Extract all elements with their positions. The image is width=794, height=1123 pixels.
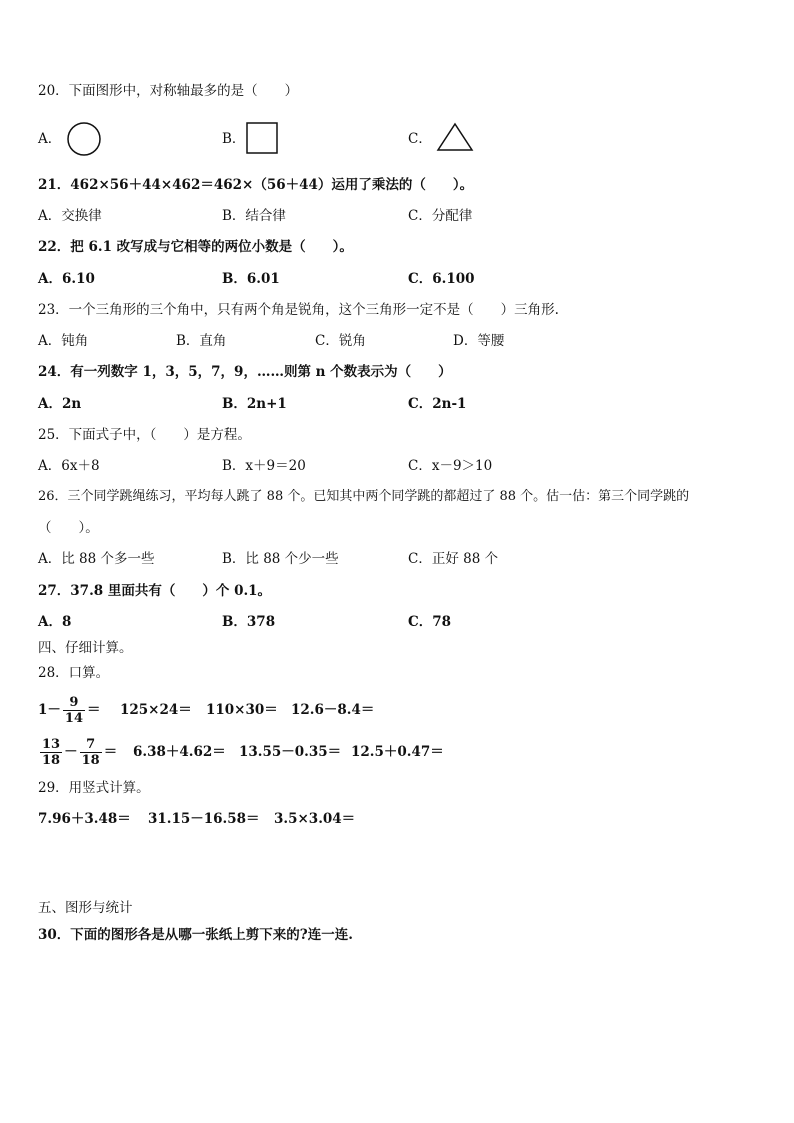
question-28-stem: 28．口算。 — [38, 665, 110, 681]
q28-row1-lead: 1－ — [38, 702, 61, 718]
q24-option-a[interactable]: A．2n — [38, 396, 82, 412]
q21-option-a[interactable]: A．交换律 — [38, 208, 102, 224]
q26-option-b[interactable]: B．比 88 个少一些 — [222, 551, 339, 567]
q29-item-2: 31.15－16.58＝ — [148, 811, 260, 827]
q28-row2-tail: ＝ — [103, 744, 118, 760]
question-21-stem: 21．462×56＋44×462＝462×（56＋44）运用了乘法的（ ）。 — [38, 177, 474, 193]
fraction-numerator: 13 — [42, 737, 61, 752]
fraction-numerator: 7 — [80, 737, 102, 753]
fraction-numerator: 9 — [63, 695, 85, 711]
q20-option-c-label[interactable]: C． — [408, 131, 432, 147]
square-icon[interactable] — [245, 121, 279, 155]
question-24-stem: 24．有一列数字 1，3，5，7，9，……则第 n 个数表示为（ ） — [38, 364, 452, 380]
q22-option-c[interactable]: C．6.100 — [408, 271, 475, 287]
question-29-stem: 29．用竖式计算。 — [38, 780, 150, 796]
q28-row1-item-2: 125×24＝ — [120, 702, 192, 718]
fraction-denominator: 18 — [42, 753, 61, 768]
q28-row2-item-4: 12.5＋0.47＝ — [351, 744, 444, 760]
q28-row1-tail: ＝ — [87, 702, 101, 718]
triangle-icon[interactable] — [436, 122, 474, 152]
q28-row1-item-4: 12.6－8.4＝ — [291, 702, 375, 718]
q29-item-3: 3.5×3.04＝ — [274, 811, 356, 827]
q28-row2-item-3: 13.55－0.35＝ — [239, 744, 342, 760]
q26-option-a[interactable]: A．比 88 个多一些 — [38, 551, 155, 567]
question-23-stem: 23．一个三角形的三个角中，只有两个角是锐角，这个三角形一定不是（ ）三角形. — [38, 302, 559, 318]
q28-row2-item-2: 6.38＋4.62＝ — [133, 744, 226, 760]
question-26-stem-line2: （ ）。 — [38, 520, 99, 536]
q27-option-c[interactable]: C．78 — [408, 614, 452, 630]
q28-row2-fraction-2 — [80, 737, 102, 768]
q25-option-c-letter: C． — [408, 458, 432, 474]
q25-option-b-letter: B． — [222, 458, 246, 474]
question-26-stem-line1: 26．三个同学跳绳练习，平均每人跳了 88 个。已知其中两个同学跳的都超过了 88 个。估一估：第三个同学跳的 — [38, 489, 690, 504]
q28-row1-fraction — [63, 695, 85, 726]
question-25-stem: 25．下面式子中，（ ）是方程。 — [38, 427, 251, 443]
q28-row2-fraction-1 — [40, 737, 62, 768]
fraction-denominator: 18 — [81, 753, 100, 768]
q20-option-b-label[interactable]: B． — [222, 131, 246, 147]
q25-option-a[interactable] — [38, 457, 100, 475]
fraction-denominator: 14 — [64, 711, 83, 726]
q27-option-b[interactable]: B．378 — [222, 614, 276, 630]
circle-icon[interactable] — [66, 121, 102, 157]
q24-option-c[interactable]: C．2n-1 — [408, 396, 467, 412]
section-5-heading: 五、图形与统计 — [38, 900, 133, 916]
q20-option-a-label[interactable]: A． — [38, 131, 62, 147]
q25-option-c[interactable] — [408, 457, 492, 475]
q25-option-a-letter: A． — [38, 458, 62, 474]
q23-option-a[interactable]: A．钝角 — [38, 333, 89, 349]
q25-option-b-expr: x＋9＝20 — [245, 458, 306, 474]
q25-option-a-expr: 6x＋8 — [61, 458, 100, 474]
q28-row2-fraction-item — [38, 732, 117, 772]
section-4-heading: 四、仔细计算。 — [38, 640, 133, 656]
q27-option-a[interactable]: A．8 — [38, 614, 72, 630]
q28-row2-minus: － — [64, 744, 78, 760]
q28-row1-fraction-item — [38, 690, 101, 730]
question-20-stem: 20．下面图形中，对称轴最多的是（ ） — [38, 83, 299, 99]
q26-option-c[interactable]: C．正好 88 个 — [408, 551, 499, 567]
q23-option-d[interactable]: D．等腰 — [453, 333, 505, 349]
q22-option-b[interactable]: B．6.01 — [222, 271, 280, 287]
q22-option-a[interactable]: A．6.10 — [38, 271, 95, 287]
question-22-stem: 22．把 6.1 改写成与它相等的两位小数是（ ）。 — [38, 239, 353, 255]
q29-item-1: 7.96＋3.48＝ — [38, 811, 131, 827]
q23-option-c[interactable]: C．锐角 — [315, 333, 366, 349]
question-27-stem: 27．37.8 里面共有（ ）个 0.1。 — [38, 583, 272, 599]
q21-option-b[interactable]: B．结合律 — [222, 208, 286, 224]
q23-option-b[interactable]: B．直角 — [176, 333, 227, 349]
q25-option-b[interactable] — [222, 457, 306, 475]
q25-option-c-expr: x－9＞10 — [431, 458, 493, 474]
q28-row1-item-3: 110×30＝ — [206, 702, 278, 718]
question-30-stem: 30．下面的图形各是从哪一张纸上剪下来的?连一连. — [38, 927, 353, 943]
q21-option-c[interactable]: C．分配律 — [408, 208, 473, 224]
q24-option-b[interactable]: B．2n+1 — [222, 396, 287, 412]
